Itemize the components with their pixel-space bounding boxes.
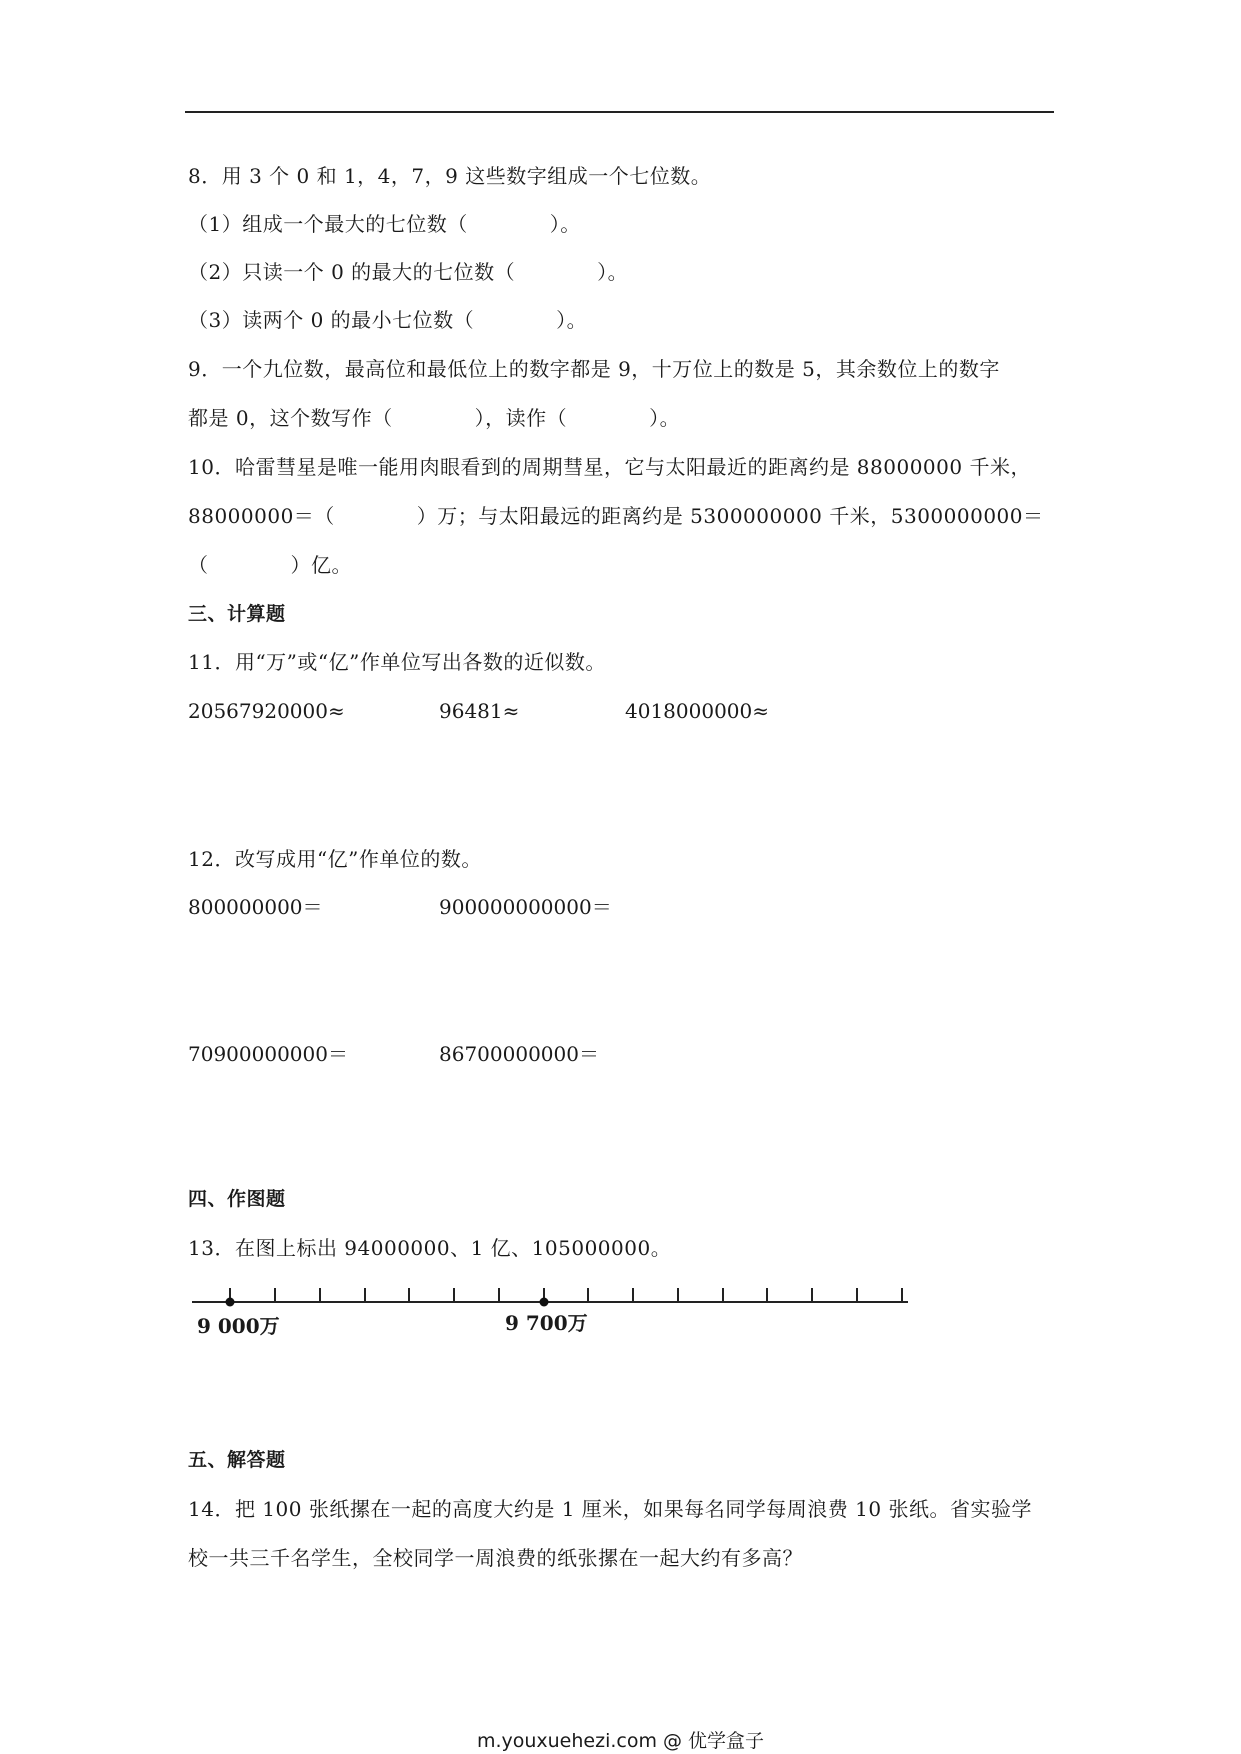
number-line-point-start (226, 1298, 235, 1307)
question-12-item-b: 900000000000＝ (439, 895, 612, 919)
question-8-part-3: （3）读两个 0 的最小七位数（ ）。 (188, 308, 588, 332)
question-9-line-2: 都是 0，这个数写作（ ），读作（ ）。 (188, 406, 681, 430)
footer-watermark: m.youxuehezi.com @ 优学盒子 (476, 1730, 765, 1752)
question-14-line-1: 14．把 100 张纸摞在一起的高度大约是 1 厘米，如果每名同学每周浪费 10 张纸。省实验学 (188, 1497, 1032, 1521)
question-11: 11．用“万”或“亿”作单位写出各数的近似数。 (188, 650, 606, 674)
number-line-ticks (230, 1288, 902, 1302)
section-4-heading: 四、作图题 (188, 1188, 286, 1210)
section-5-heading: 五、解答题 (188, 1449, 286, 1471)
question-11-item-b: 96481≈ (439, 699, 520, 723)
question-8-part-2: （2）只读一个 0 的最大的七位数（ ）。 (188, 260, 629, 284)
question-10-line-3: （ ）亿。 (188, 553, 352, 577)
question-12: 12．改写成用“亿”作单位的数。 (188, 847, 482, 871)
question-13: 13．在图上标出 94000000、1 亿、105000000。 (188, 1236, 672, 1260)
header-rule (185, 111, 1054, 113)
question-8: 8．用 3 个 0 和 1，4，7，9 这些数字组成一个七位数。 (188, 164, 712, 188)
question-11-item-a: 20567920000≈ (188, 699, 345, 723)
question-12-item-d: 86700000000＝ (439, 1042, 599, 1066)
section-3-heading: 三、计算题 (188, 603, 286, 625)
question-8-part-1: （1）组成一个最大的七位数（ ）。 (188, 212, 581, 236)
question-9-line-1: 9．一个九位数，最高位和最低位上的数字都是 9，十万位上的数是 5，其余数位上的数字 (188, 357, 1000, 381)
question-11-item-c: 4018000000≈ (625, 699, 770, 723)
question-12-item-a: 800000000＝ (188, 895, 323, 919)
number-line-point-mid (540, 1298, 549, 1307)
question-12-item-c: 70900000000＝ (188, 1042, 348, 1066)
question-10-line-2: 88000000＝（ ）万；与太阳最远的距离约是 5300000000 千米，5300000000＝ (188, 504, 1044, 528)
question-14-line-2: 校一共三千名学生，全校同学一周浪费的纸张摞在一起大约有多高？ (188, 1546, 803, 1570)
number-line-label-mid: 9 700万 (505, 1311, 588, 1335)
number-line-label-start: 9 000万 (197, 1314, 280, 1338)
question-10-line-1: 10．哈雷彗星是唯一能用肉眼看到的周期彗星，它与太阳最近的距离约是 88000000 千米， (188, 455, 1031, 479)
